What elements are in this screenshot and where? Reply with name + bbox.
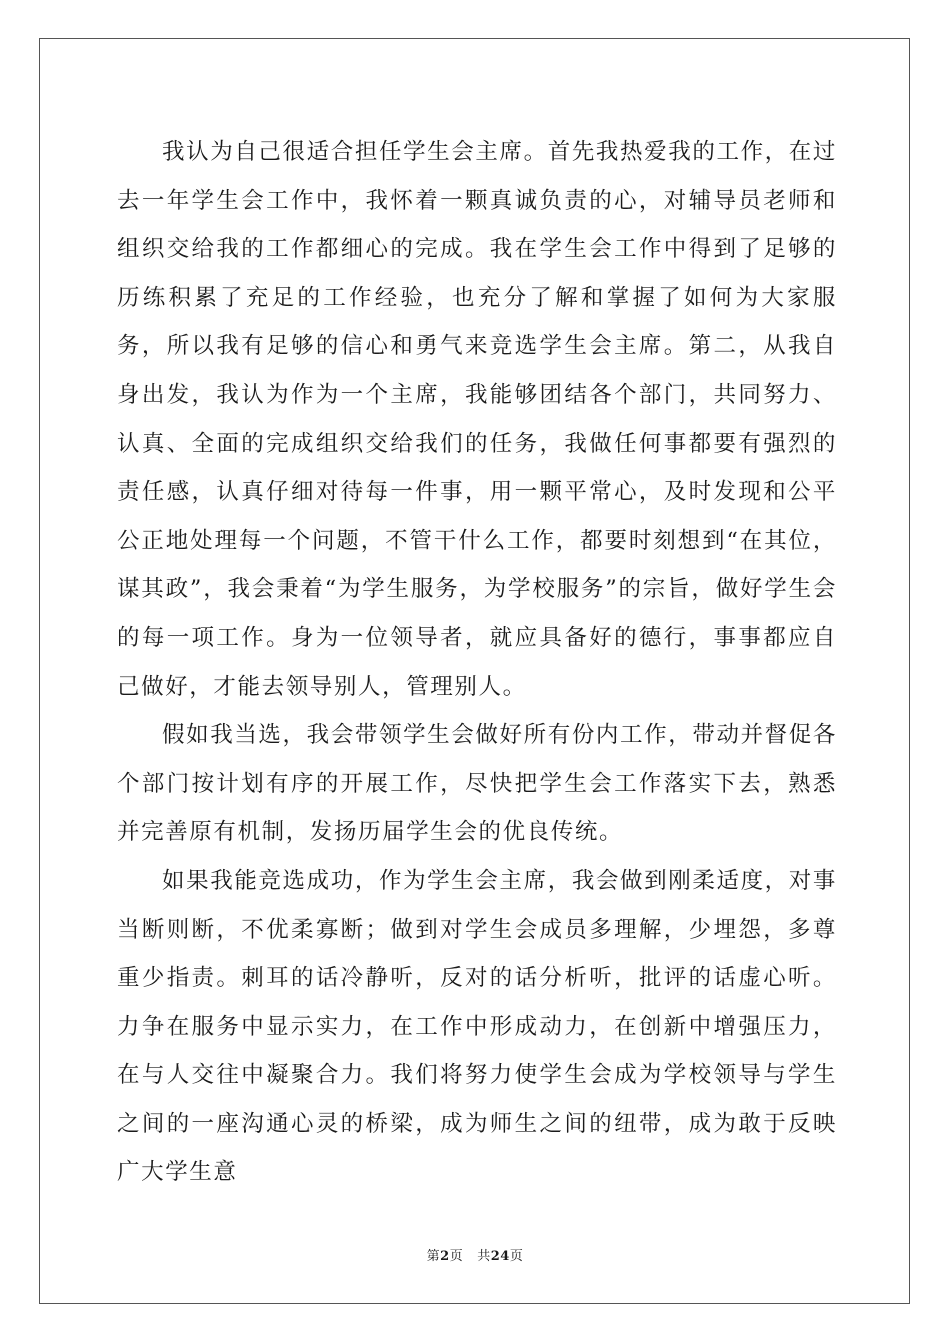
- paragraph-3: 如果我能竞选成功，作为学生会主席，我会做到刚柔适度，对事当断则断，不优柔寡断；做到对学生会成员多理解，少埋怨，多尊重少指责。刺耳的话冷静听，反对的话分析听，批评的话虚心听。力争在服务中显示实力，在工作中形成动力，在创新中增强压力，在与人交往中凝聚合力。我们将努力使学生会成为学校领导与学生之间的一座沟通心灵的桥梁，成为师生之间的纽带，成为敢于反映广大学生意: [117, 867, 837, 1186]
- page-suffix: 页: [449, 1249, 464, 1264]
- total-pages: 24: [490, 1249, 510, 1264]
- paragraph-2: 假如我当选，我会带领学生会做好所有份内工作，带动并督促各个部门按计划有序的开展工作，尽快把学生会工作落实下去，熟悉并完善原有机制，发扬历届学生会的优良传统。: [117, 722, 837, 846]
- page-footer: [0, 1247, 950, 1267]
- page-prefix: 第: [426, 1249, 441, 1264]
- total-suffix: 页: [509, 1249, 524, 1264]
- total-prefix: 共: [477, 1249, 491, 1264]
- page-number: 2: [440, 1249, 450, 1264]
- paragraph-1: 我认为自己很适合担任学生会主席。首先我热爱我的工作，在过去一年学生会工作中，我怀着一颗真诚负责的心，对辅导员老师和组织交给我的工作都细心的完成。我在学生会工作中得到了足够的历练积累了充足的工作经验，也充分了解和掌握了如何为大家服务，所以我有足够的信心和勇气来竞选学生会主席。第二，从我自身出发，我认为作为一个主席，我能够团结各个部门，共同努力、认真、全面的完成组织交给我们的任务，我做任何事都要有强烈的责任感，认真仔细对待每一件事，用一颗平常心，及时发现和公平公正地处理每一个问题，不管干什么工作，都要时刻想到“在其位，谋其政”，我会秉着“为学生服务，为学校服务”的宗旨，做好学生会的每一项工作。身为一位领导者，就应具备好的德行，事事都应自己做好，才能去领导别人，管理别人。: [117, 139, 837, 700]
- document-body: [117, 128, 837, 1197]
